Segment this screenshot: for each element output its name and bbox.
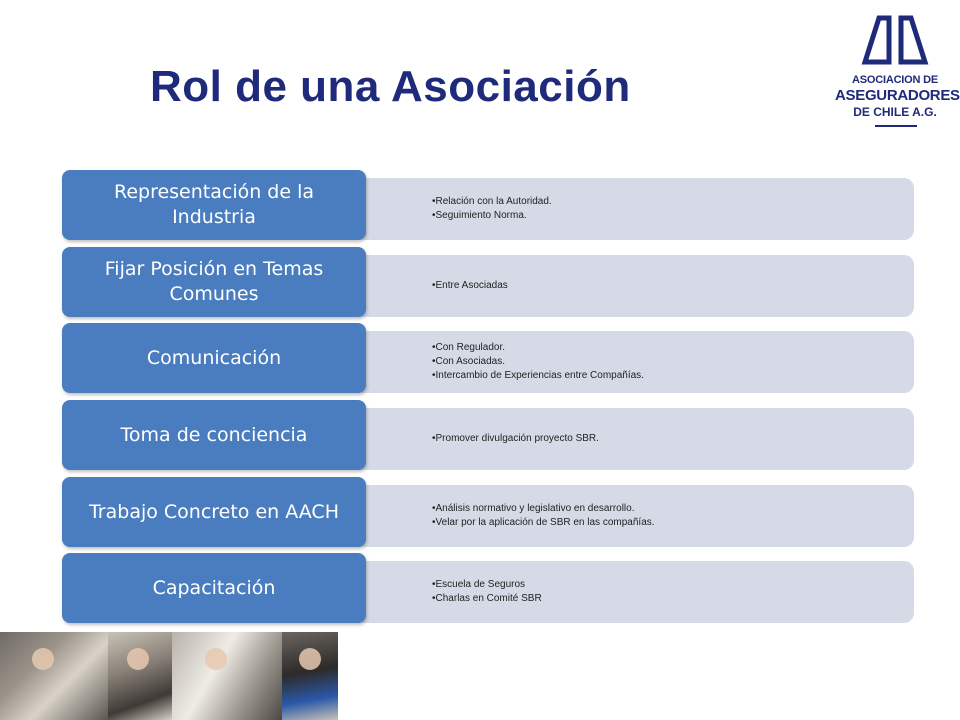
role-bullet: • Promover divulgación proyecto SBR. bbox=[432, 432, 914, 446]
logo-line-3: DE CHILE A.G. bbox=[853, 105, 937, 119]
role-label: Toma de conciencia bbox=[62, 400, 366, 470]
role-detail-box bbox=[298, 331, 914, 393]
role-label: Trabajo Concreto en AACH bbox=[62, 477, 366, 547]
logo-line-2: ASEGURADORES bbox=[835, 87, 960, 104]
role-bullet: • Velar por la aplicación de SBR en las compañías. bbox=[432, 516, 914, 530]
role-row bbox=[62, 553, 914, 623]
role-label: Capacitación bbox=[62, 553, 366, 623]
meeting-photo bbox=[0, 632, 108, 720]
documents-photo bbox=[172, 632, 282, 720]
role-bullet: • Con Regulador. bbox=[432, 341, 914, 355]
photo-strip bbox=[0, 632, 338, 720]
role-row bbox=[62, 170, 914, 240]
businesswoman-photo bbox=[282, 632, 338, 720]
role-bullet: • Con Asociadas. bbox=[432, 355, 914, 369]
role-row bbox=[62, 323, 914, 393]
role-bullet: • Seguimiento Norma. bbox=[432, 209, 914, 223]
role-bullet: • Charlas en Comité SBR bbox=[432, 592, 914, 606]
role-label: Representación de la Industria bbox=[62, 170, 366, 240]
office-photo bbox=[108, 632, 172, 720]
role-bullet: • Intercambio de Experiencias entre Compañías. bbox=[432, 369, 914, 383]
logo-line-1: ASOCIACION DE bbox=[851, 74, 939, 86]
role-label: Comunicación bbox=[62, 323, 366, 393]
role-bullet: • Relación con la Autoridad. bbox=[432, 195, 914, 209]
slide-title: Rol de una Asociación bbox=[150, 62, 631, 111]
role-detail-box bbox=[298, 408, 914, 470]
role-bullet: • Escuela de Seguros bbox=[432, 578, 914, 592]
role-row bbox=[62, 400, 914, 470]
role-row bbox=[62, 477, 914, 547]
role-detail-box bbox=[298, 255, 914, 317]
role-detail-box bbox=[298, 178, 914, 240]
role-detail-box bbox=[298, 485, 914, 547]
role-bullet: • Análisis normativo y legislativo en desarrollo. bbox=[432, 502, 914, 516]
role-detail-box bbox=[298, 561, 914, 623]
role-label: Fijar Posición en Temas Comunes bbox=[62, 247, 366, 317]
role-row bbox=[62, 247, 914, 317]
role-bullet: • Entre Asociadas bbox=[432, 279, 914, 293]
